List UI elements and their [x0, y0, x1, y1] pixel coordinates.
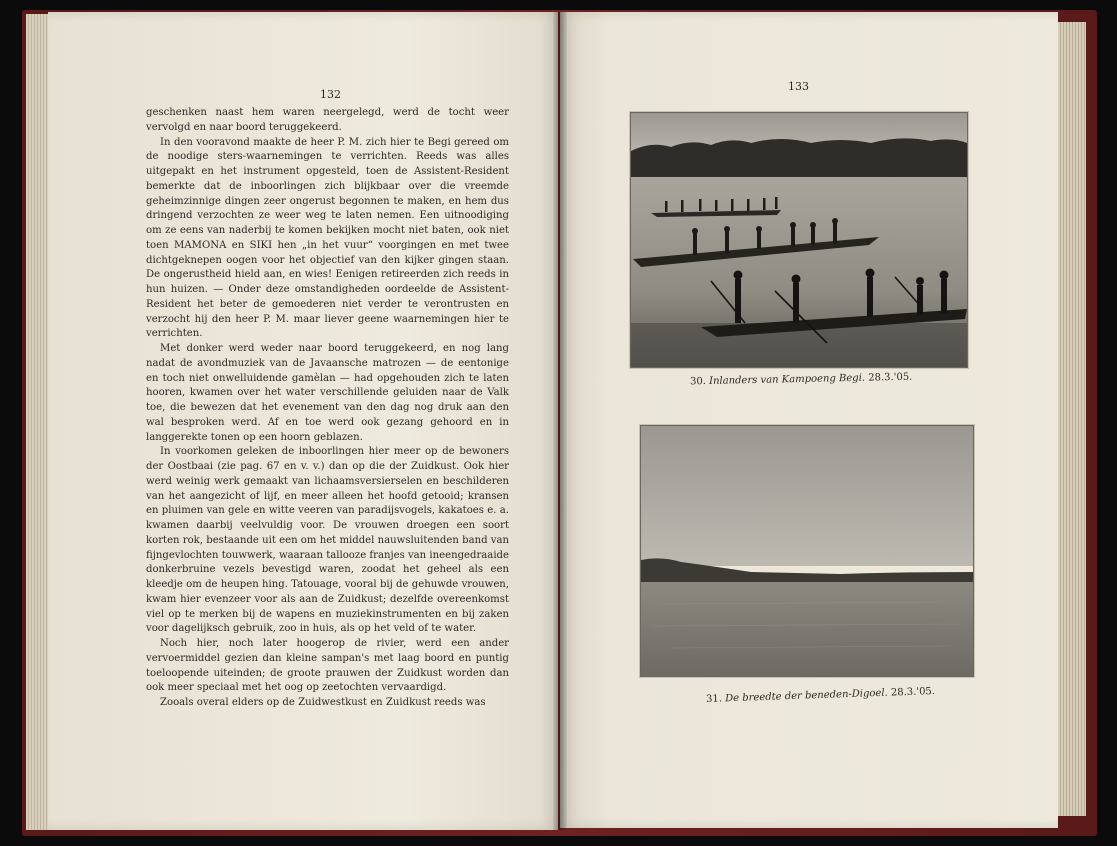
figure-title: De breedte der beneden-Digoel. — [724, 687, 888, 705]
paragraph: In den vooravond maakte de heer P. M. zich hier te Begi gereed om de noodige sters-waarnemingen te verrichten. Reeds was alles uitgepakt en het instrument opgesteld, toen de Assistent-Resident bemerkte dat de inboorlingen zich blijkbaar over die vreemde geheimzinnige dingen zeer ongerust begonnen te maken, en hem dus dringend verzochten ze weer weg te laten nemen. Een uitnoodiging om ze eens van naderbij te komen bekijken mocht niet baten, ook niet toen MAMONA en SIKI hen „in het vuur“ voorgingen en met twee dichtgeknepen oogen voor het objectief van den kijker gingen staan. De ongerustheid hield aan, en wies! Eenigen retireerden zich reeds in hun huizen. — Onder deze omstandigheden oordeelde de Assistent-Resident het beter de gemoederen niet verder te verontrusten en verzocht hij den heer P. M. maar liever geene waarnemingen hier te verrichten. — [146, 136, 509, 340]
left-page-number: 132 — [320, 88, 341, 101]
figure-number: 30. — [689, 375, 707, 388]
book-gutter — [553, 12, 567, 830]
paragraph: In voorkomen geleken de inboorlingen hier meer op de bewoners der Oostbaai (zie pag. 67 en v. v.) dan op die der Zuidkust. Ook hier werd weinig werk gemaakt van lichaamsversierselen en beschilderen van het aangezicht of lijf, en meer alleen het hoofd getooid; kransen en pluimen van gele en witte veeren van paradijsvogels, kakatoes e. a. kwamen daarbij veelvuldig voor. De vrouwen droegen een soort korten rok, bestaande uit een om het middel nauwsluitenden band van fijngevlochten touwwerk, waaraan tallooze franjes van ineengedraaide donkerbruine vezels bevestigd waren, zoodat het geheel als een kleedje om de heupen hing. Tatouage, vooral bij de gehuwde vrouwen, kwam hier evenzeer voor als aan de Zuidkust; dezelfde overeenkomst viel op te merken bij de wapens en muziekinstrumenten en bij zaken voor dagelijksch gebruik, zoo in huis, als op het veld of te water. — [146, 446, 509, 635]
paragraph: Zooals overal elders op de Zuidwestkust en Zuidkust reeds was — [160, 697, 486, 708]
right-page-number: 133 — [788, 80, 809, 93]
photo-river-digoel — [640, 425, 974, 677]
paragraph: Met donker werd weder naar boord teruggekeerd, en nog lang nadat de avondmuziek van de Javaansche matrozen — de eentonige en toch niet onwelluidende gamèlan — had opgehouden zich te laten hooren, kwamen over het water verschillende geluiden naar de Valk toe, die bewezen dat het evenement van den dag nog druk aan den wal besproken werd. Af en toe werd ook gezang gehoord en in langgerekte tonen op een hoorn geblazen. — [146, 343, 509, 443]
paragraph: geschenken naast hem waren neergelegd, werd de tocht weer vervolgd en naar boord teruggekeerd. — [146, 107, 509, 133]
figure-date: 28.3.'05. — [890, 686, 936, 699]
figure-title: Inlanders van Kampoeng Begi. — [708, 372, 866, 387]
photo-canoes — [630, 112, 968, 368]
figure-date: 28.3.'05. — [868, 371, 913, 384]
left-page-body — [146, 106, 509, 711]
paragraph: Noch hier, noch later hoogerop de rivier, werd een ander vervoermiddel gezien dan kleine sampan's met laag boord en puntig toeloopende uiteinden; de groote prauwen der Zuidkust worden dan ook meer speciaal met het oog op zeetochten vervaardigd. — [146, 638, 509, 694]
figure-number: 31. — [705, 693, 723, 705]
